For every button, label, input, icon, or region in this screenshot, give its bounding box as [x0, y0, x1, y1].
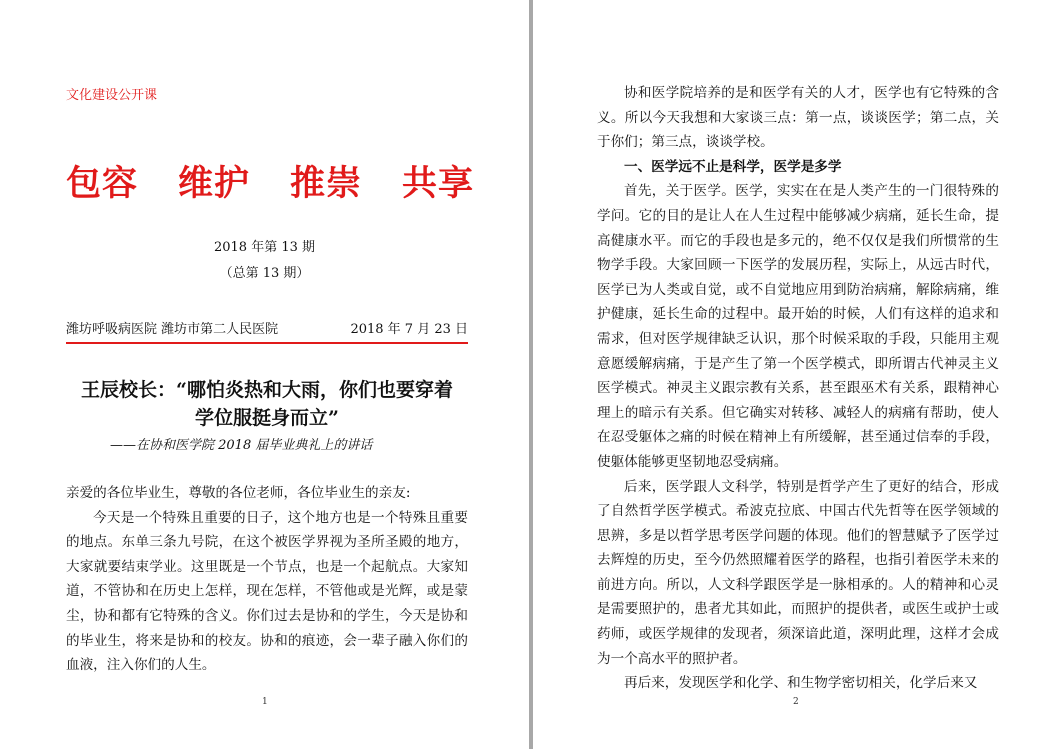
section-heading: 一、医学远不止是科学，医学是多学	[624, 158, 842, 175]
article-title-line2: 学位服挺身而立”	[195, 407, 339, 429]
headline-word-2: 维护	[178, 163, 251, 204]
publish-date: 2018 年 7 月 23 日	[350, 322, 468, 337]
series-label: 文化建设公开课	[66, 88, 158, 103]
page-2-body	[597, 81, 999, 696]
page-2	[533, 0, 1061, 749]
paragraph: 协和医学院培养的是和医学有关的人才，医学也有它特殊的含义。所以今天我想和大家谈三点：第一点，谈谈医学；第二点，关于你们；第三点，谈谈学校。	[597, 85, 999, 151]
paragraph: 今天是一个特殊且重要的日子，这个地方也是一个特殊且重要的地点。东单三条九号院，在这个被医学界视为圣所圣殿的地方，大家就要结束学业。这里既是一个节点，也是一个起航点。大家知道，不管协和在历史上怎样，现在怎样，不管他或是光辉，或是蒙尘，协和都有它特殊的含义。你们过去是协和的学生，今天是协和的毕业生，将来是协和的校友。协和的痕迹，会一辈子融入你们的血液，注入你们的人生。	[66, 509, 468, 674]
page-number: 1	[262, 697, 268, 707]
page-1-body	[66, 481, 468, 678]
page-1	[0, 0, 529, 749]
headline-word-4: 共享	[402, 163, 475, 204]
article-subtitle: ——在协和医学院 2018 届毕业典礼上的讲话	[110, 438, 373, 453]
publisher: 潍坊呼吸病医院 潍坊市第二人民医院	[66, 322, 279, 337]
issue-number: 2018 年第 13 期	[213, 240, 316, 255]
masthead	[66, 318, 468, 337]
salutation: 亲爱的各位毕业生，尊敬的各位老师，各位毕业生的亲友:	[66, 485, 411, 501]
headline-word-3: 推崇	[290, 163, 363, 204]
red-divider	[66, 342, 468, 344]
headline	[66, 156, 474, 206]
paragraph: 首先，关于医学。医学，实实在在是人类产生的一门很特殊的学问。它的目的是让人在人生过程中能够减少病痛，延长生命，提高健康水平。而它的手段也是多元的，绝不仅仅是我们所惯常的生物学手段。大家回顾一下医学的发展历程，实际上，从远古时代，医学已为人类或自觉，或不自觉地应用到防治病痛，解除病痛，维护健康，延长生命的过程中。最开始的时候，人们有这样的追求和需求，但对医学规律缺乏认识，那个时候采取的手段，只能用主观意愿缓解病痛，于是产生了第一个医学模式，即所谓古代神灵主义医学模式。神灵主义跟宗教有关系，甚至跟巫术有关系，跟精神心理上的暗示有关系。但它确实对转移、减轻人的病痛有帮助，使人在忍受躯体之痛的时候在精神上有所缓解，甚至通过信奉的手段，使躯体能够更坚韧地忍受病痛。	[597, 183, 999, 470]
paragraph: 再后来，发现医学和化学、和生物学密切相关，化学后来又	[624, 675, 978, 692]
issue-total: （总第 13 期）	[219, 266, 310, 281]
headline-word-1: 包容	[66, 163, 139, 204]
page-number: 2	[793, 697, 799, 707]
article-title-line1: 王辰校长：“哪怕炎热和大雨，你们也要穿着	[81, 379, 453, 401]
paragraph: 后来，医学跟人文科学，特别是哲学产生了更好的结合，形成了自然哲学医学模式。希波克拉底、中国古代先哲等在医学领域的思辨，多是以哲学思考医学问题的体现。他们的智慧赋予了医学过去辉煌的历史，至今仍然照耀着医学的路程，也指引着医学未来的前进方向。所以，人文科学跟医学是一脉相承的。人的精神和心灵是需要照护的，患者尤其如此，而照护的提供者，或医生或护士或药师，或医学规律的发现者，须深谙此道，深明此理，这样才会成为一个高水平的照护者。	[597, 478, 999, 667]
